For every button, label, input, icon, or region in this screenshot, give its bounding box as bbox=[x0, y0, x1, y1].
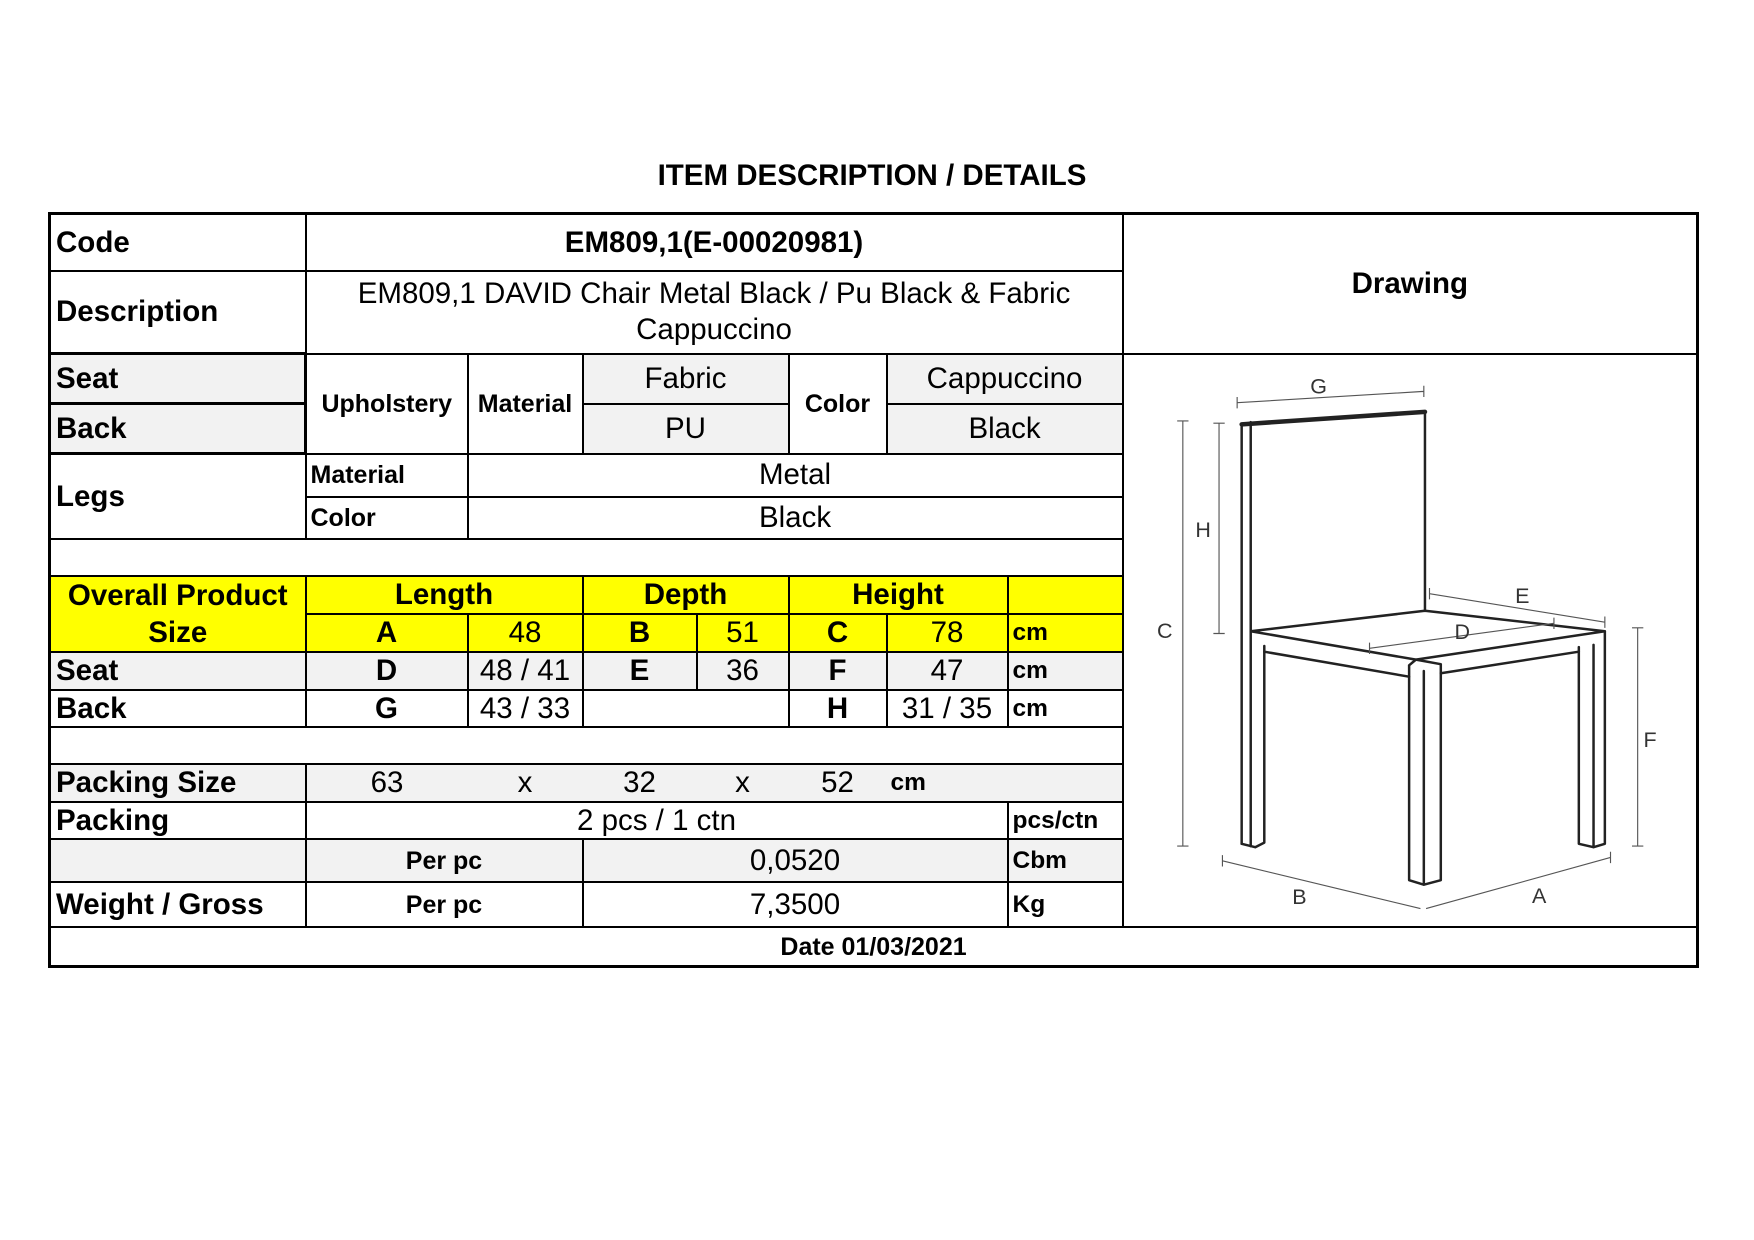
dimension-line-f bbox=[1632, 627, 1643, 845]
length-value: 48 bbox=[468, 614, 583, 652]
weight-unit: Kg bbox=[1008, 882, 1123, 927]
drawing-header: Drawing bbox=[1123, 214, 1698, 354]
back-upholstery-label: Back bbox=[50, 404, 306, 454]
packing-length-value: 63 bbox=[306, 764, 468, 802]
back-g-code: G bbox=[306, 690, 468, 727]
dimension-label-b: B bbox=[1291, 884, 1307, 909]
dimension-label-d: D bbox=[1454, 619, 1470, 644]
overall-size-label: Overall Product Size bbox=[50, 576, 306, 652]
item-details-table bbox=[48, 212, 1699, 968]
packing-unit: pcs/ctn bbox=[1008, 802, 1123, 839]
dimension-label-g: G bbox=[1309, 374, 1327, 399]
overall-size-unit: cm bbox=[1008, 614, 1123, 652]
depth-heading: Depth bbox=[583, 576, 789, 614]
dimension-line-a bbox=[1426, 851, 1610, 908]
dimension-line-b bbox=[1222, 855, 1420, 908]
packing-size-unit: cm bbox=[887, 764, 1008, 802]
chair-leg-right bbox=[1578, 631, 1604, 847]
page-title: ITEM DESCRIPTION / DETAILS bbox=[657, 159, 1087, 192]
chair-seat bbox=[1250, 610, 1604, 659]
seat-f-value: 47 bbox=[887, 652, 1008, 690]
seat-f-code: F bbox=[789, 652, 887, 690]
empty-cell bbox=[1008, 764, 1123, 802]
chair-back-top-edge bbox=[1241, 411, 1424, 424]
date-row bbox=[50, 927, 1698, 966]
back-size-unit: cm bbox=[1008, 690, 1123, 727]
chair-apron-right bbox=[1440, 651, 1578, 673]
volume-unit: Cbm bbox=[1008, 839, 1123, 882]
legs-label: Legs bbox=[50, 454, 306, 539]
dimension-label-c: C bbox=[1156, 618, 1173, 643]
seat-size-unit: cm bbox=[1008, 652, 1123, 690]
document-date: Date 01/03/2021 bbox=[50, 927, 1698, 966]
height-code: C bbox=[789, 614, 887, 652]
code-row bbox=[50, 214, 1698, 271]
seat-color-value: Cappuccino bbox=[887, 354, 1123, 404]
packing-width-value: 32 bbox=[583, 764, 697, 802]
seat-material-value: Fabric bbox=[583, 354, 789, 404]
weight-value: 7,3500 bbox=[583, 882, 1008, 927]
seat-e-code: E bbox=[583, 652, 697, 690]
weight-basis: Per pc bbox=[306, 882, 583, 927]
empty-cell bbox=[583, 690, 789, 727]
seat-size-label: Seat bbox=[50, 652, 306, 690]
packing-height-value: 52 bbox=[789, 764, 887, 802]
dimension-label-f: F bbox=[1643, 727, 1657, 752]
depth-code: B bbox=[583, 614, 697, 652]
empty-cell bbox=[50, 539, 1123, 576]
seat-d-code: D bbox=[306, 652, 468, 690]
chair-leg-front bbox=[1409, 659, 1441, 884]
weight-label: Weight / Gross bbox=[50, 882, 306, 927]
dimension-label-a: A bbox=[1531, 883, 1546, 908]
upholstery-heading: Upholstery bbox=[306, 354, 468, 454]
seat-d-value: 48 / 41 bbox=[468, 652, 583, 690]
back-material-value: PU bbox=[583, 404, 789, 454]
depth-value: 51 bbox=[697, 614, 789, 652]
length-code: A bbox=[306, 614, 468, 652]
chair-drawing-svg bbox=[1124, 355, 1697, 927]
legs-material-label: Material bbox=[306, 454, 468, 497]
dimension-label-e: E bbox=[1514, 583, 1529, 608]
code-value: EM809,1(E-00020981) bbox=[306, 214, 1123, 271]
dimension-line-g bbox=[1237, 385, 1424, 408]
seat-e-value: 36 bbox=[697, 652, 789, 690]
empty-cell bbox=[50, 839, 306, 882]
empty-cell bbox=[1008, 576, 1123, 614]
volume-basis: Per pc bbox=[306, 839, 583, 882]
packing-value: 2 pcs / 1 ctn bbox=[306, 802, 1008, 839]
volume-value: 0,0520 bbox=[583, 839, 1008, 882]
back-color-value: Black bbox=[887, 404, 1123, 454]
dimension-line-h bbox=[1213, 423, 1224, 633]
packing-separator: x bbox=[697, 764, 789, 802]
chair-leg-back-left bbox=[1241, 646, 1264, 847]
back-g-value: 43 / 33 bbox=[468, 690, 583, 727]
back-h-value: 31 / 35 bbox=[887, 690, 1008, 727]
packing-label: Packing bbox=[50, 802, 306, 839]
legs-color-value: Black bbox=[468, 497, 1123, 539]
dimension-line-c bbox=[1177, 420, 1188, 845]
seat-upholstery-row bbox=[50, 354, 1698, 404]
description-label: Description bbox=[50, 271, 306, 354]
height-heading: Height bbox=[789, 576, 1008, 614]
length-heading: Length bbox=[306, 576, 583, 614]
back-h-code: H bbox=[789, 690, 887, 727]
upholstery-material-heading: Material bbox=[468, 354, 583, 454]
packing-separator: x bbox=[468, 764, 583, 802]
legs-material-value: Metal bbox=[468, 454, 1123, 497]
chair-drawing bbox=[1123, 354, 1698, 928]
back-size-label: Back bbox=[50, 690, 306, 727]
description-value: EM809,1 DAVID Chair Metal Black / Pu Black & Fabric Cappuccino bbox=[306, 271, 1123, 354]
code-label: Code bbox=[50, 214, 306, 271]
dimension-label-h: H bbox=[1194, 517, 1211, 542]
upholstery-color-heading: Color bbox=[789, 354, 887, 454]
empty-cell bbox=[50, 727, 1123, 764]
legs-color-label: Color bbox=[306, 497, 468, 539]
packing-size-label: Packing Size bbox=[50, 764, 306, 802]
seat-upholstery-label: Seat bbox=[50, 354, 306, 404]
height-value: 78 bbox=[887, 614, 1008, 652]
